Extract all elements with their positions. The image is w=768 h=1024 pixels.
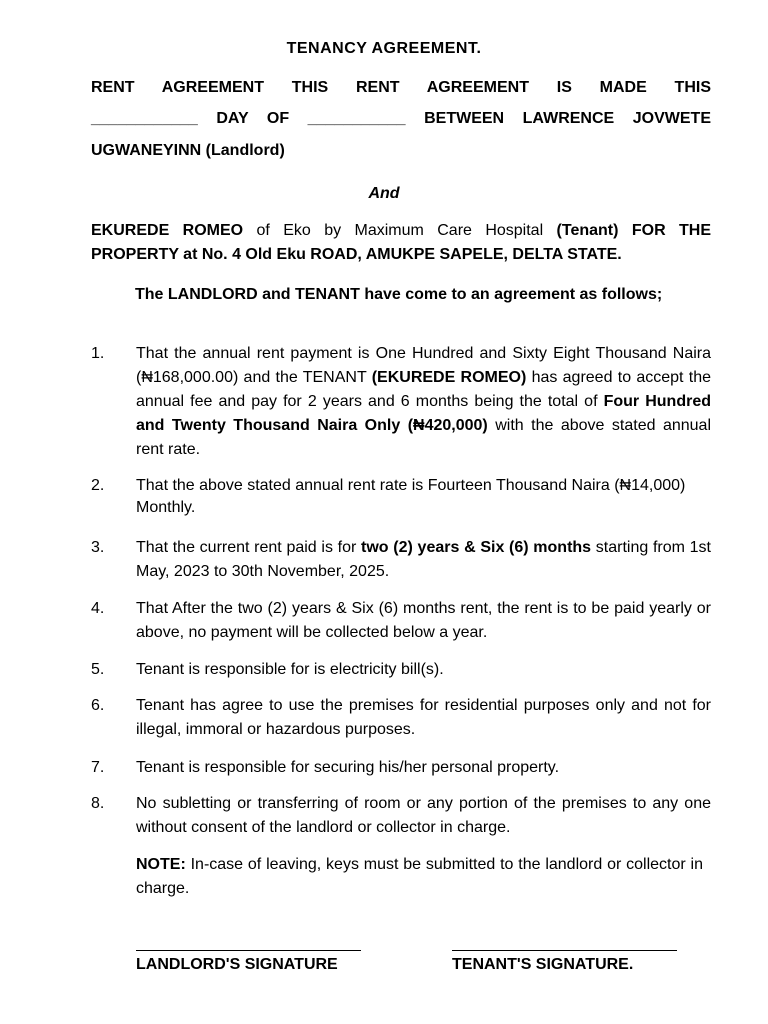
list-item-text [136, 756, 711, 780]
item-text-part: starting from 1st May, 2023 to 30th November, 2025. [136, 539, 711, 580]
item-text-part: (EKUREDE ROMEO) [371, 369, 527, 386]
tenant-property: (Tenant) FOR THE PROPERTY at No. 4 Old Eku ROAD, AMUKPE SAPELE, DELTA STATE. [91, 222, 712, 263]
list-item-number: 3. [91, 539, 105, 556]
list-item [91, 536, 711, 584]
agreement-intro [91, 283, 711, 307]
item-text-part: That the current rent paid is for [136, 539, 362, 556]
note-paragraph [136, 853, 703, 901]
intro-line-1: RENT AGREEMENT THIS RENT AGREEMENT IS MADE THIS [91, 79, 711, 96]
item-text-part: Tenant is responsible for is electricity bill(s). [136, 661, 444, 678]
list-item-number: 4. [91, 600, 105, 617]
item-text-part: That the above stated annual rent rate is Fourteen Thousand Naira (₦14,000) Monthly. [136, 477, 686, 516]
item-text-part: has agreed to accept the annual fee and pay for 2 years and 6 months being the total of [136, 369, 711, 410]
list-item [91, 792, 711, 840]
list-item-text [136, 792, 711, 840]
list-item-number: 2. [91, 477, 105, 494]
tenant-name: EKUREDE ROMEO [91, 222, 244, 239]
list-item-number: 6. [91, 697, 105, 714]
tenant-signature-label: TENANT'S SIGNATURE. [452, 956, 634, 973]
note-label: NOTE: [136, 856, 186, 873]
tenant-signature-line [452, 950, 677, 951]
list-item [91, 342, 711, 462]
item-text-part: Tenant has agree to use the premises for residential purposes only and not for illegal, immoral or hazardous purposes. [136, 697, 711, 738]
list-item [91, 658, 711, 682]
intro-line-3: UGWANEYINN (Landlord) [91, 142, 285, 159]
agreement-intro-text: The LANDLORD and TENANT have come to an agreement as follows; [135, 286, 663, 303]
list-item-number: 5. [91, 661, 105, 678]
list-item [91, 597, 711, 645]
list-item-number: 7. [91, 759, 105, 776]
note-text: In-case of leaving, keys must be submitted to the landlord or collector in charge. [136, 856, 703, 897]
item-text-part: No subletting or transferring of room or any portion of the premises to any one without consent of the landlord or collector in charge. [136, 795, 711, 836]
list-item-text [136, 342, 711, 462]
list-item [91, 475, 711, 519]
list-item-text [136, 658, 711, 682]
item-text-part: Four Hundred and Twenty Thousand Naira Only (₦420,000) [136, 393, 712, 434]
landlord-signature-line [136, 950, 361, 951]
list-item-text [136, 536, 711, 584]
tenant-of: of Eko by Maximum Care Hospital [243, 222, 557, 239]
item-text-part: two (2) years & Six (6) months [361, 539, 592, 556]
intro-line-2: ____________ DAY OF ___________ BETWEEN LAWRENCE JOVWETE [91, 110, 711, 127]
list-item [91, 756, 711, 780]
list-item-text [136, 694, 711, 742]
list-item [91, 694, 711, 742]
item-text-part: That the annual rent payment is One Hundred and Sixty Eight Thousand Naira (₦168,000.00) and the TENANT [136, 345, 711, 386]
document-title: TENANCY AGREEMENT. [286, 40, 482, 57]
list-item-text [136, 475, 711, 519]
item-text-part: That After the two (2) years & Six (6) months rent, the rent is to be paid yearly or above, no payment will be collected below a year. [136, 600, 711, 641]
landlord-signature-label: LANDLORD'S SIGNATURE [136, 956, 338, 973]
list-item-text [136, 597, 711, 645]
list-item-number: 8. [91, 795, 105, 812]
and-label: And [368, 185, 400, 202]
item-text-part: Tenant is responsible for securing his/her personal property. [136, 759, 560, 776]
list-item-number: 1. [91, 345, 105, 362]
item-text-part: with the above stated annual rent rate. [136, 417, 712, 458]
tenant-paragraph [91, 219, 711, 267]
